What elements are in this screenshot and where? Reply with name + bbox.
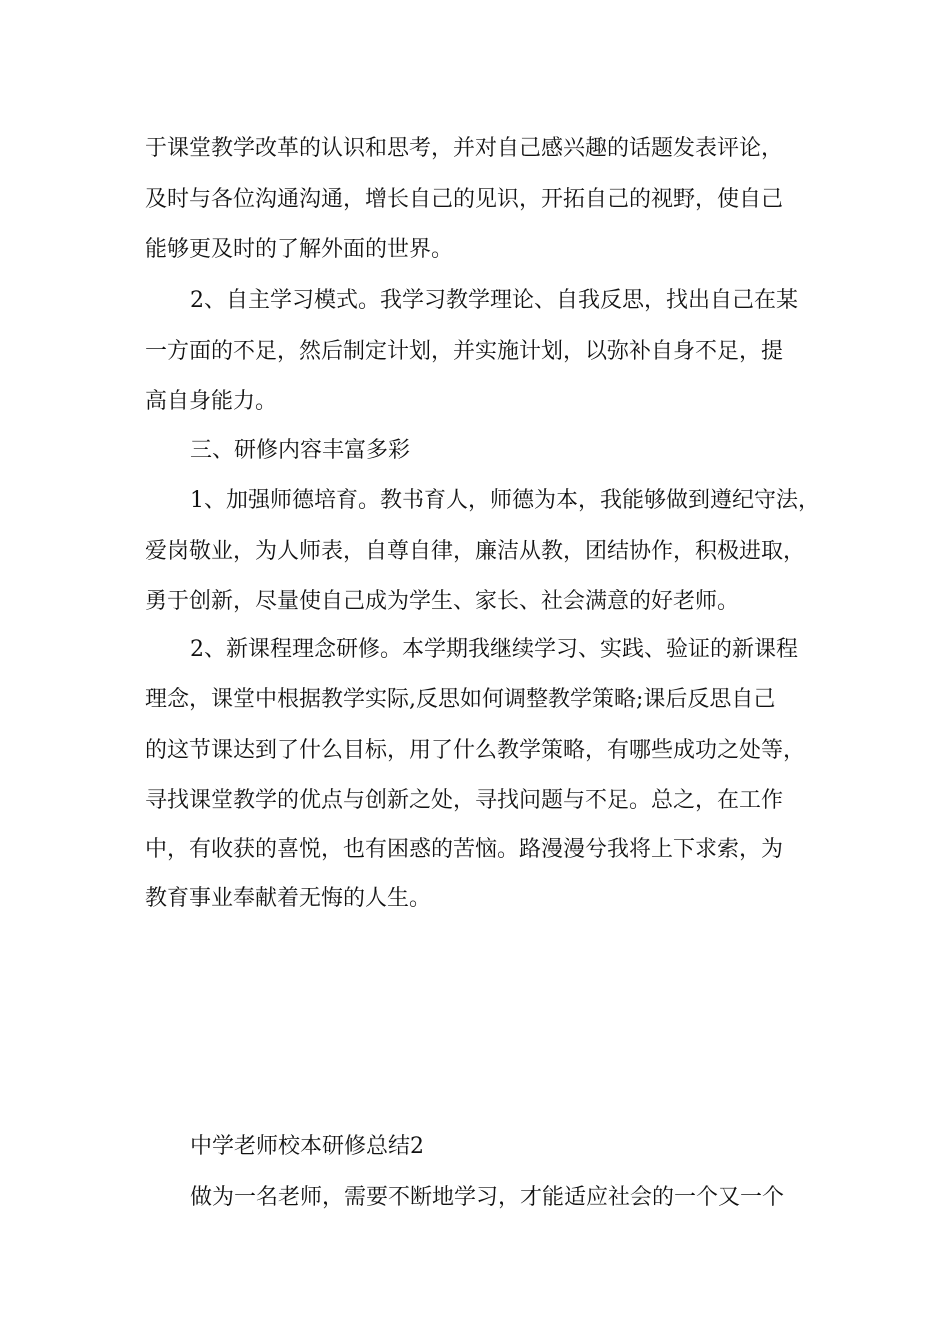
- text-line: 的这节课达到了什么目标，用了什么教学策略，有哪些成功之处等，: [145, 738, 806, 763]
- section-heading: 三、研修内容丰富多彩: [190, 438, 411, 463]
- text-line: 爱岗敬业，为人师表，自尊自律，廉洁从教，团结协作，积极进取，: [145, 539, 806, 564]
- text-line: 寻找课堂教学的优点与创新之处，寻找问题与不足。总之，在工作: [145, 788, 784, 813]
- text-line: 教育事业奉献着无悔的人生。: [145, 886, 432, 911]
- text-line: 于课堂教学改革的认识和思考，并对自己感兴趣的话题发表评论，: [145, 136, 784, 161]
- paragraph-start-line: 2、自主学习模式。我学习教学理论、自我反思，找出自己在某: [190, 288, 798, 313]
- text-line: 及时与各位沟通沟通，增长自己的见识，开拓自己的视野，使自己: [145, 187, 784, 212]
- text-line: 能够更及时的了解外面的世界。: [145, 237, 454, 262]
- text-line: 一方面的不足，然后制定计划，并实施计划，以弥补自身不足，提: [145, 339, 784, 364]
- text-line: 中，有收获的喜悦，也有困惑的苦恼。路漫漫兮我将上下求索，为: [145, 837, 784, 862]
- paragraph-start-line: 做为一名老师，需要不断地学习，才能适应社会的一个又一个: [190, 1185, 785, 1210]
- text-line: 理念，课堂中根据教学实际,反思如何调整教学策略;课后反思自己: [145, 687, 776, 712]
- text-line: 高自身能力。: [145, 389, 278, 414]
- paragraph-start-line: 2、新课程理念研修。本学期我继续学习、实践、验证的新课程: [190, 637, 798, 662]
- paragraph-start-line: 1、加强师德培育。教书育人，师德为本，我能够做到遵纪守法，: [190, 488, 820, 513]
- document-title: 中学老师校本研修总结2: [190, 1134, 424, 1159]
- text-line: 勇于创新，尽量使自己成为学生、家长、社会满意的好老师。: [145, 589, 740, 614]
